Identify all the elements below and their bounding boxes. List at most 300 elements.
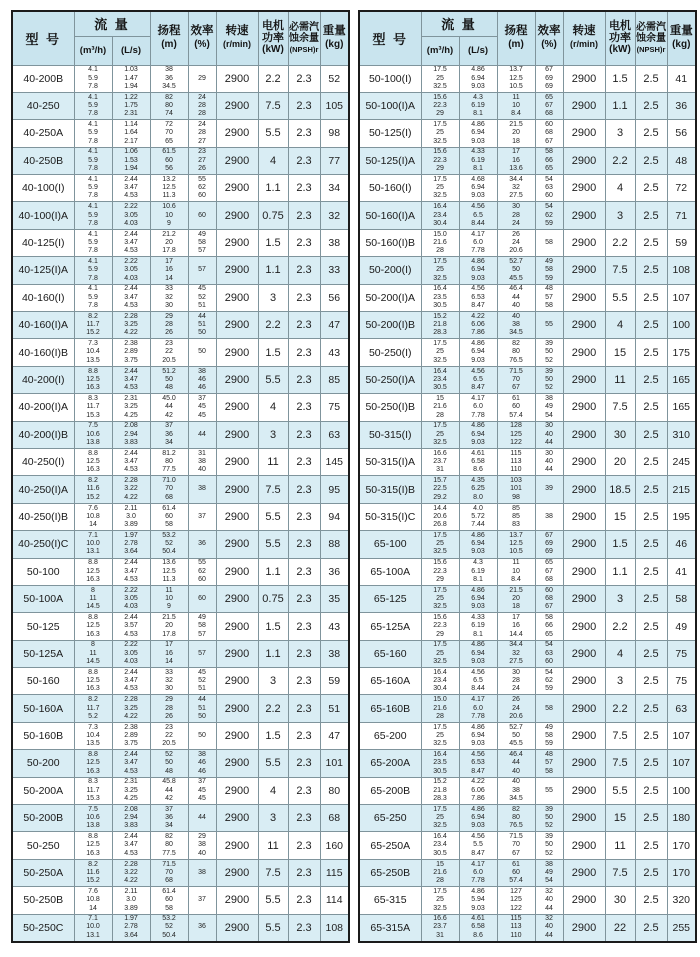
npshr-cell: 2.3	[288, 339, 320, 366]
head-cell: 13.7 12.5 10.5	[497, 65, 535, 92]
flow-ls-cell: 2.44 3.47 4.53	[112, 284, 150, 311]
spec-row	[12, 394, 349, 421]
speed-cell: 2900	[216, 147, 258, 174]
flow-m3h-cell: 15.2 21.8 28.3	[421, 312, 459, 339]
speed-cell: 2900	[563, 229, 605, 256]
spec-row	[359, 887, 696, 914]
model-cell: 40-125(I)	[12, 229, 74, 256]
npshr-cell: 2.3	[288, 531, 320, 558]
model-cell: 65-250A	[359, 832, 421, 859]
head-cell: 53.2 52 50.4	[150, 914, 188, 941]
model-cell: 40-160(I)	[12, 284, 74, 311]
col-header-flow: 流 量	[74, 11, 150, 36]
power-cell: 5.5	[605, 777, 635, 804]
efficiency-cell: 67 69 69	[535, 531, 563, 558]
npshr-cell: 2.5	[635, 722, 667, 749]
efficiency-cell: 60	[188, 585, 216, 612]
speed-cell: 2900	[216, 257, 258, 284]
efficiency-cell: 58 66 65	[535, 613, 563, 640]
model-cell: 50-315(I)B	[359, 476, 421, 503]
spec-row	[359, 421, 696, 448]
efficiency-cell: 48 57 58	[535, 750, 563, 777]
speed-cell: 2900	[216, 229, 258, 256]
weight-cell: 115	[320, 859, 349, 886]
model-cell: 65-125	[359, 585, 421, 612]
head-cell: 11 10 8.4	[497, 558, 535, 585]
flow-ls-cell: 4.17 6.0 7.78	[459, 229, 497, 256]
power-cell: 1.1	[605, 558, 635, 585]
power-cell: 2.2	[605, 695, 635, 722]
speed-cell: 2900	[216, 640, 258, 667]
flow-m3h-cell: 8.8 12.5 16.3	[74, 558, 112, 585]
spec-row	[12, 613, 349, 640]
model-cell: 50-200A	[12, 777, 74, 804]
spec-row	[12, 147, 349, 174]
weight-cell: 105	[320, 92, 349, 119]
model-cell: 50-160B	[12, 722, 74, 749]
npshr-cell: 2.3	[288, 832, 320, 859]
head-cell: 45.0 44 42	[150, 394, 188, 421]
spec-row	[359, 805, 696, 832]
flow-ls-cell: 1.22 1.75 2.31	[112, 92, 150, 119]
npshr-cell: 2.5	[635, 394, 667, 421]
speed-cell: 2900	[563, 640, 605, 667]
npshr-cell: 2.3	[288, 120, 320, 147]
flow-m3h-cell: 16.6 23.7 31	[421, 914, 459, 941]
flow-m3h-cell: 17.5 25 32.5	[421, 421, 459, 448]
weight-cell: 175	[667, 339, 696, 366]
spec-row	[359, 859, 696, 886]
head-cell: 81.2 80 77.5	[150, 448, 188, 475]
power-cell: 7.5	[258, 476, 288, 503]
spec-row	[359, 339, 696, 366]
efficiency-cell: 24 28 27	[188, 120, 216, 147]
speed-cell: 2900	[216, 476, 258, 503]
flow-ls-cell: 4.86 6.94 9.03	[459, 65, 497, 92]
power-cell: 4	[258, 777, 288, 804]
weight-cell: 77	[320, 147, 349, 174]
npshr-cell: 2.5	[635, 832, 667, 859]
spec-row	[12, 257, 349, 284]
weight-cell: 43	[320, 613, 349, 640]
speed-cell: 2900	[216, 668, 258, 695]
efficiency-cell: 39	[535, 476, 563, 503]
flow-m3h-cell: 8.8 12.5 16.3	[74, 613, 112, 640]
efficiency-cell: 45 52 51	[188, 284, 216, 311]
table-body-left	[12, 65, 349, 942]
model-cell: 65-200B	[359, 777, 421, 804]
head-cell: 11 10 8.4	[497, 92, 535, 119]
spec-row	[359, 175, 696, 202]
head-cell: 23 22 20.5	[150, 339, 188, 366]
power-cell: 3	[258, 668, 288, 695]
power-cell: 4	[258, 147, 288, 174]
spec-row	[12, 531, 349, 558]
model-cell: 50-125	[12, 613, 74, 640]
weight-cell: 88	[320, 531, 349, 558]
flow-ls-cell: 2.22 3.05 4.03	[112, 202, 150, 229]
spec-row	[12, 750, 349, 777]
weight-cell: 38	[320, 640, 349, 667]
weight-cell: 49	[667, 613, 696, 640]
model-cell: 50-125(I)A	[359, 147, 421, 174]
flow-ls-cell: 4.86 5.94 9.03	[459, 887, 497, 914]
speed-cell: 2900	[216, 531, 258, 558]
npshr-cell: 2.3	[288, 777, 320, 804]
efficiency-cell: 32 40 44	[535, 887, 563, 914]
efficiency-cell: 38	[188, 476, 216, 503]
npshr-cell: 2.5	[635, 531, 667, 558]
head-cell: 82 80 77.5	[150, 832, 188, 859]
flow-m3h-cell: 7.5 10.6 13.8	[74, 421, 112, 448]
efficiency-cell: 30 40 44	[535, 448, 563, 475]
col-header-flow-m3h: (m³/h)	[421, 36, 459, 65]
head-cell: 115 113 110	[497, 448, 535, 475]
npshr-cell: 2.3	[288, 312, 320, 339]
flow-m3h-cell: 15.6 22.3 29	[421, 92, 459, 119]
flow-ls-cell: 4.86 6.94 9.03	[459, 120, 497, 147]
model-cell: 65-160B	[359, 695, 421, 722]
power-cell: 1.5	[605, 65, 635, 92]
flow-ls-cell: 4.22 6.06 7.86	[459, 312, 497, 339]
weight-cell: 75	[667, 640, 696, 667]
weight-cell: 114	[320, 887, 349, 914]
weight-cell: 63	[320, 421, 349, 448]
model-cell: 40-250(I)	[12, 448, 74, 475]
efficiency-cell: 39 50 52	[535, 339, 563, 366]
model-cell: 40-200(I)B	[12, 421, 74, 448]
npshr-cell: 2.5	[635, 120, 667, 147]
head-cell: 128 125 122	[497, 421, 535, 448]
spec-row	[359, 229, 696, 256]
weight-cell: 48	[667, 147, 696, 174]
head-cell: 52 50 48	[150, 750, 188, 777]
model-cell: 40-250	[12, 92, 74, 119]
npshr-cell: 2.5	[635, 312, 667, 339]
speed-cell: 2900	[563, 339, 605, 366]
power-cell: 7.5	[605, 394, 635, 421]
flow-m3h-cell: 16.4 23.4 30.4	[421, 668, 459, 695]
weight-cell: 80	[320, 777, 349, 804]
weight-cell: 100	[667, 312, 696, 339]
speed-cell: 2900	[563, 558, 605, 585]
spec-row	[12, 503, 349, 530]
power-cell: 3	[258, 421, 288, 448]
weight-cell: 71	[667, 202, 696, 229]
efficiency-cell: 65 67 68	[535, 92, 563, 119]
weight-cell: 35	[320, 585, 349, 612]
model-cell: 65-250B	[359, 859, 421, 886]
power-cell: 1.5	[258, 229, 288, 256]
flow-m3h-cell: 15.6 22.3 29	[421, 613, 459, 640]
model-cell: 50-250	[12, 832, 74, 859]
model-cell: 50-200	[12, 750, 74, 777]
efficiency-cell: 37 45 45	[188, 394, 216, 421]
npshr-cell: 2.5	[635, 65, 667, 92]
weight-cell: 108	[667, 257, 696, 284]
flow-ls-cell: 4.17 6.0 7.78	[459, 394, 497, 421]
model-cell: 50-200(I)B	[359, 312, 421, 339]
npshr-cell: 2.5	[635, 805, 667, 832]
model-cell: 40-125(I)A	[12, 257, 74, 284]
flow-m3h-cell: 16.4 23.5 30.5	[421, 284, 459, 311]
weight-cell: 51	[320, 695, 349, 722]
flow-m3h-cell: 16.4 23.4 30.5	[421, 366, 459, 393]
col-header-flow-m3h: (m³/h)	[74, 36, 112, 65]
weight-cell: 85	[320, 366, 349, 393]
flow-ls-cell: 1.97 2.78 3.64	[112, 914, 150, 941]
spec-row	[12, 92, 349, 119]
weight-cell: 38	[320, 229, 349, 256]
efficiency-cell: 55 62 60	[188, 558, 216, 585]
flow-ls-cell: 4.56 5.5 8.47	[459, 832, 497, 859]
head-cell: 30 28 24	[497, 202, 535, 229]
head-cell: 26 24 20.6	[497, 695, 535, 722]
flow-ls-cell: 2.28 3.25 4.22	[112, 312, 150, 339]
speed-cell: 2900	[216, 448, 258, 475]
weight-cell: 75	[667, 668, 696, 695]
flow-m3h-cell: 4.1 5.9 7.8	[74, 229, 112, 256]
flow-ls-cell: 2.22 3.05 4.03	[112, 257, 150, 284]
npshr-cell: 2.3	[288, 695, 320, 722]
flow-ls-cell: 4.56 6.5 8.44	[459, 202, 497, 229]
spec-row	[359, 585, 696, 612]
weight-cell: 310	[667, 421, 696, 448]
efficiency-cell: 57	[188, 640, 216, 667]
weight-cell: 160	[320, 832, 349, 859]
efficiency-cell: 49 58 59	[535, 257, 563, 284]
weight-cell: 101	[320, 750, 349, 777]
col-header-weight: 重量 (kg)	[320, 11, 349, 65]
speed-cell: 2900	[216, 175, 258, 202]
npshr-cell: 2.3	[288, 805, 320, 832]
flow-ls-cell: 4.86 6.94 9.03	[459, 805, 497, 832]
npshr-cell: 2.3	[288, 366, 320, 393]
model-cell: 50-125(I)	[359, 120, 421, 147]
spec-row	[359, 914, 696, 941]
efficiency-cell: 29 38 40	[188, 832, 216, 859]
spec-row	[359, 476, 696, 503]
pump-spec-table-right	[358, 10, 697, 943]
model-cell: 40-250A	[12, 120, 74, 147]
weight-cell: 63	[667, 695, 696, 722]
power-cell: 11	[605, 366, 635, 393]
head-cell: 46.4 44 40	[497, 284, 535, 311]
npshr-cell: 2.5	[635, 777, 667, 804]
head-cell: 61.5 60 56	[150, 147, 188, 174]
efficiency-cell: 44	[188, 421, 216, 448]
head-cell: 51.2 50 48	[150, 366, 188, 393]
model-cell: 50-200(I)A	[359, 284, 421, 311]
flow-ls-cell: 4.56 6.53 8.47	[459, 750, 497, 777]
speed-cell: 2900	[216, 722, 258, 749]
efficiency-cell: 54 63 60	[535, 640, 563, 667]
head-cell: 46.4 44 40	[497, 750, 535, 777]
efficiency-cell: 67 69 69	[535, 65, 563, 92]
head-cell: 11 10 9	[150, 585, 188, 612]
npshr-cell: 2.3	[288, 750, 320, 777]
efficiency-cell: 36	[188, 531, 216, 558]
flow-m3h-cell: 4.1 5.9 7.8	[74, 147, 112, 174]
flow-ls-cell: 4.17 6.0 7.78	[459, 859, 497, 886]
head-cell: 53.2 52 50.4	[150, 531, 188, 558]
efficiency-cell: 38 46 46	[188, 366, 216, 393]
flow-m3h-cell: 4.1 5.9 7.8	[74, 175, 112, 202]
model-cell: 65-160A	[359, 668, 421, 695]
power-cell: 2.2	[258, 312, 288, 339]
spec-row	[12, 476, 349, 503]
weight-cell: 41	[667, 558, 696, 585]
spec-row	[359, 312, 696, 339]
flow-m3h-cell: 4.1 5.9 7.8	[74, 202, 112, 229]
efficiency-cell: 54 62 59	[535, 668, 563, 695]
flow-ls-cell: 4.56 6.5 8.47	[459, 366, 497, 393]
npshr-cell: 2.5	[635, 421, 667, 448]
flow-m3h-cell: 8.8 12.5 16.3	[74, 750, 112, 777]
head-cell: 71.5 70 67	[497, 832, 535, 859]
weight-cell: 46	[667, 531, 696, 558]
efficiency-cell: 57	[188, 257, 216, 284]
npshr-cell: 2.3	[288, 887, 320, 914]
power-cell: 15	[605, 503, 635, 530]
model-cell: 40-250(I)A	[12, 476, 74, 503]
head-cell: 10.6 10 9	[150, 202, 188, 229]
flow-m3h-cell: 4.1 5.9 7.8	[74, 120, 112, 147]
head-cell: 21.2 20 17.8	[150, 229, 188, 256]
spec-row	[12, 777, 349, 804]
power-cell: 5.5	[258, 120, 288, 147]
npshr-cell: 2.3	[288, 668, 320, 695]
head-cell: 21.5 20 18	[497, 585, 535, 612]
power-cell: 4	[605, 175, 635, 202]
flow-m3h-cell: 14.4 20.6 26.8	[421, 503, 459, 530]
col-header-head: 扬程 (m)	[497, 11, 535, 65]
flow-m3h-cell: 7.3 10.4 13.5	[74, 722, 112, 749]
flow-ls-cell: 4.33 6.19 8.1	[459, 613, 497, 640]
npshr-cell: 2.3	[288, 284, 320, 311]
head-cell: 61 60 57.4	[497, 394, 535, 421]
flow-m3h-cell: 8.8 12.5 16.3	[74, 366, 112, 393]
npshr-cell: 2.5	[635, 229, 667, 256]
flow-ls-cell: 2.38 2.89 3.75	[112, 339, 150, 366]
efficiency-cell: 38 46 46	[188, 750, 216, 777]
speed-cell: 2900	[563, 531, 605, 558]
power-cell: 2.2	[258, 695, 288, 722]
model-cell: 65-125A	[359, 613, 421, 640]
efficiency-cell: 38 49 54	[535, 394, 563, 421]
speed-cell: 2900	[216, 421, 258, 448]
flow-m3h-cell: 8.2 11.7 5.2	[74, 695, 112, 722]
model-cell: 40-250(I)B	[12, 503, 74, 530]
efficiency-cell: 49 58 57	[188, 229, 216, 256]
power-cell: 1.5	[258, 613, 288, 640]
flow-m3h-cell: 7.1 10.0 13.1	[74, 914, 112, 941]
flow-m3h-cell: 17.5 25 32.5	[421, 585, 459, 612]
spec-row	[359, 695, 696, 722]
flow-ls-cell: 2.08 2.94 3.83	[112, 805, 150, 832]
head-cell: 17 16 13.6	[497, 147, 535, 174]
speed-cell: 2900	[563, 120, 605, 147]
head-cell: 82 80 76.5	[497, 805, 535, 832]
head-cell: 85 85 83	[497, 503, 535, 530]
flow-m3h-cell: 8 11 14.5	[74, 585, 112, 612]
spec-row	[359, 284, 696, 311]
col-header-speed: 转速 (r/min)	[563, 11, 605, 65]
speed-cell: 2900	[563, 312, 605, 339]
head-cell: 71.5 70 68	[150, 859, 188, 886]
head-cell: 23 22 20.5	[150, 722, 188, 749]
spec-row	[12, 202, 349, 229]
flow-ls-cell: 4.61 6.58 8.6	[459, 914, 497, 941]
efficiency-cell: 54 63 60	[535, 175, 563, 202]
speed-cell: 2900	[216, 695, 258, 722]
pump-spec-table-left	[11, 10, 350, 943]
spec-row	[359, 613, 696, 640]
weight-cell: 165	[667, 366, 696, 393]
efficiency-cell: 37	[188, 887, 216, 914]
table-header-left	[12, 11, 349, 65]
power-cell: 5.5	[258, 887, 288, 914]
npshr-cell: 2.5	[635, 558, 667, 585]
model-cell: 65-200	[359, 722, 421, 749]
speed-cell: 2900	[216, 613, 258, 640]
efficiency-cell: 37 45 45	[188, 777, 216, 804]
flow-ls-cell: 4.86 6.94 9.03	[459, 421, 497, 448]
weight-cell: 107	[667, 722, 696, 749]
npshr-cell: 2.3	[288, 613, 320, 640]
model-cell: 50-250B	[12, 887, 74, 914]
weight-cell: 36	[320, 558, 349, 585]
model-cell: 50-100A	[12, 585, 74, 612]
power-cell: 4	[258, 394, 288, 421]
weight-cell: 58	[667, 585, 696, 612]
power-cell: 7.5	[605, 722, 635, 749]
power-cell: 1.5	[605, 531, 635, 558]
model-cell: 65-100	[359, 531, 421, 558]
flow-ls-cell: 1.06 1.53 1.94	[112, 147, 150, 174]
model-cell: 40-160(I)A	[12, 312, 74, 339]
efficiency-cell: 30 40 44	[535, 421, 563, 448]
model-cell: 50-125A	[12, 640, 74, 667]
spec-row	[12, 695, 349, 722]
speed-cell: 2900	[216, 750, 258, 777]
flow-m3h-cell: 7.3 10.4 13.5	[74, 339, 112, 366]
flow-ls-cell: 2.44 3.47 4.53	[112, 366, 150, 393]
model-cell: 50-160(I)A	[359, 202, 421, 229]
flow-ls-cell: 4.3 6.19 8.1	[459, 558, 497, 585]
power-cell: 15	[605, 805, 635, 832]
flow-ls-cell: 2.22 3.05 4.03	[112, 640, 150, 667]
npshr-cell: 2.3	[288, 640, 320, 667]
speed-cell: 2900	[216, 503, 258, 530]
head-cell: 71.5 70 67	[497, 366, 535, 393]
speed-cell: 2900	[216, 585, 258, 612]
head-cell: 17 16 14.4	[497, 613, 535, 640]
speed-cell: 2900	[563, 421, 605, 448]
head-cell: 61 60 57.4	[497, 859, 535, 886]
efficiency-cell: 31 38 40	[188, 448, 216, 475]
speed-cell: 2900	[216, 92, 258, 119]
npshr-cell: 2.5	[635, 914, 667, 941]
weight-cell: 59	[667, 229, 696, 256]
speed-cell: 2900	[216, 284, 258, 311]
model-cell: 50-250(I)A	[359, 366, 421, 393]
flow-ls-cell: 2.38 2.89 3.75	[112, 722, 150, 749]
speed-cell: 2900	[563, 914, 605, 941]
npshr-cell: 2.5	[635, 613, 667, 640]
head-cell: 115 113 110	[497, 914, 535, 941]
head-cell: 71.0 70 68	[150, 476, 188, 503]
